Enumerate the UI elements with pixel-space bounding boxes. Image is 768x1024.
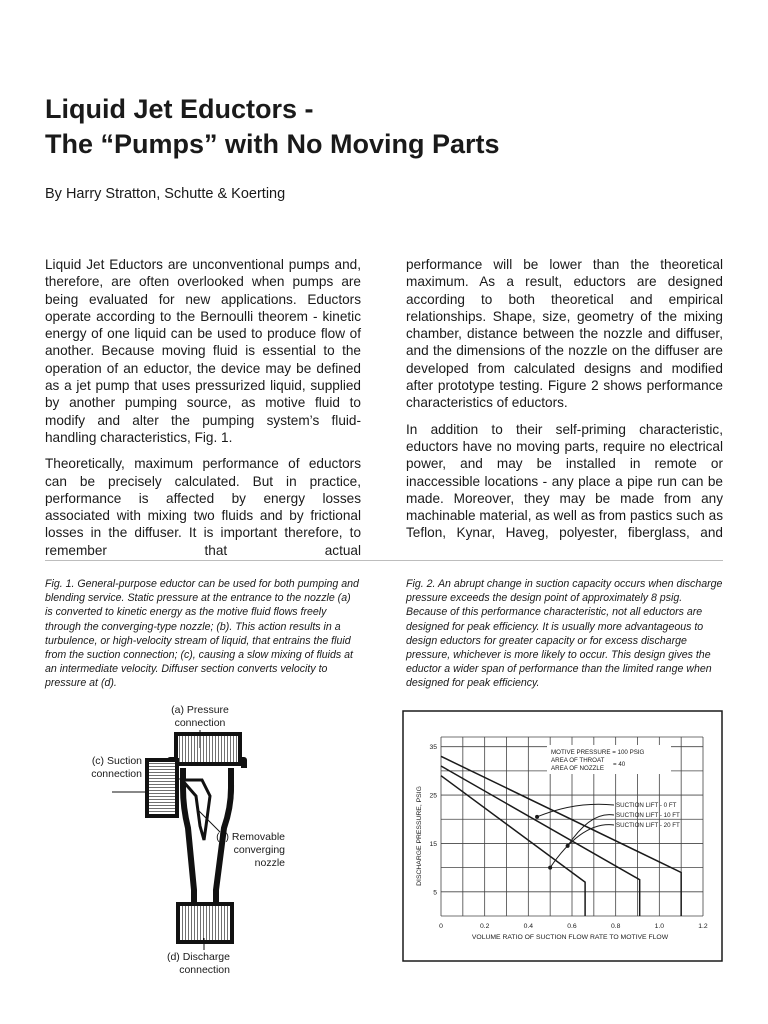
series-label: SUCTION LIFT - 10 FT (616, 812, 680, 819)
section-divider (45, 560, 723, 561)
fig2-caption: Fig. 2. An abrupt change in suction capacity occurs when discharge pressure exceeds the design point of approximately 8 psig. Because of this performance characteristic, not all eductors are designed for peak efficiency. It is usually more advantageous to design eductors for greater capacity or for excess discharge pressure, whichever is more likely to occur. This design gives the eductor a wider span of performance than the limited range when designed for peak efficiency. (406, 578, 723, 690)
y-tick-label: 35 (429, 744, 437, 752)
y-tick-label: 15 (429, 840, 437, 848)
paragraph: Liquid Jet Eductors are unconventional pumps and, therefore, are often overlooked when pumps are being evaluated for new applications. Eductors operate according to the Bernoulli theorem - kinetic energy of one liquid can be used to produce flow of another. Because moving fluid is essential to the operation of an eductor, the device may be defined as a jet pump that uses pressurized liquid, supplied by another pumping source, as motive fluid to modify and alter the pumping system’s fluid-handling characteristics, Fig. 1. (45, 257, 361, 445)
arrow-head (535, 815, 539, 819)
eductor-diagram (110, 730, 260, 950)
label-discharge-connection: (d) Discharge connection (166, 951, 230, 976)
right-column (406, 256, 723, 551)
annotation-ratio: = 40 (613, 761, 626, 768)
label-converging-nozzle: (b) Removable converging nozzle (216, 831, 285, 869)
x-tick-label: 0 (439, 923, 443, 930)
series-labels (616, 802, 680, 829)
series-label: SUCTION LIFT - 20 FT (616, 822, 680, 829)
paragraph: In addition to their self-priming characteristic, eductors have no moving parts, require no electrical power, and may be installed in remote or inaccessible locations - any place a pipe run can be made. Moreover, they may be made from any machinable material, as well as from pastics such as Teflon, Kynar, Haveg, polyester, fiberglass, and (406, 421, 723, 541)
paragraph: Theoretically, maximum performance of eductors can be precisely calculated. But in practice, performance is affected by energy losses associated with mixing two fluids and by frictional losses in the diffuser. It is important therefore, to remember that actual (45, 456, 361, 558)
series-label: SUCTION LIFT - 0 FT (616, 802, 677, 809)
annotation-throat: AREA OF THROAT (551, 757, 605, 764)
y-tick-label: 5 (433, 889, 437, 897)
x-axis-label: VOLUME RATIO OF SUCTION FLOW RATE TO MOTIVE FLOW (471, 934, 669, 941)
annotation-nozzle: AREA OF NOZZLE (551, 765, 604, 772)
byline: By Harry Stratton, Schutte & Koerting (45, 186, 286, 202)
y-axis-label: DISCHARGE PRESSURE, PSIG (416, 786, 423, 886)
annotation-motive-pressure: MOTIVE PRESSURE = 100 PSIG (551, 749, 645, 756)
x-tick-label: 1.0 (654, 923, 665, 930)
performance-chart (402, 710, 723, 962)
x-tick-label: 0.4 (523, 923, 534, 930)
fig1-caption: Fig. 1. General-purpose eductor can be used for both pumping and blending service. Static pressure at the entrance to the nozzle (a) is converted to kinetic energy as the motive fluid flows freely through the converging-type nozzle; (b). This action results in a turbulence, or high-velocity stream of liquid, that entrains the fluid from the suction connection; (c), causing a slow mixing of fluids at an intermediate velocity. Diffuser section converts velocity to pressure at (d). (45, 578, 359, 690)
label-suction-connection: (c) Suction connection (91, 755, 142, 780)
title-line-2: The “Pumps” with No Moving Parts (45, 129, 500, 159)
suction-fitting (147, 760, 177, 816)
title-line-1: Liquid Jet Eductors - (45, 94, 314, 124)
x-tick-label: 0.8 (610, 923, 621, 930)
pressure-fitting (176, 734, 240, 764)
x-tick-label: 1.2 (698, 923, 708, 930)
y-tick-label: 25 (429, 792, 437, 800)
paragraph: performance will be lower than the theoretical maximum. As a result, eductors are designed according to both theoretical and empirical relationships. Shape, size, geometry of the mixing chamber, distance between the nozzle and diffuser, and the dimensions of the nozzle on the diffuser are developed from calculated designs and modified after prototype testing. Figure 2 shows performance characteristics of eductors. (406, 257, 723, 411)
discharge-fitting (178, 904, 232, 942)
label-pressure-connection: (a) Pressure connection (171, 704, 229, 729)
x-tick-label: 0.6 (567, 923, 577, 930)
arrow-head (548, 866, 552, 870)
left-column (45, 256, 361, 568)
x-tick-label: 0.2 (479, 923, 490, 930)
article-title (45, 92, 500, 162)
